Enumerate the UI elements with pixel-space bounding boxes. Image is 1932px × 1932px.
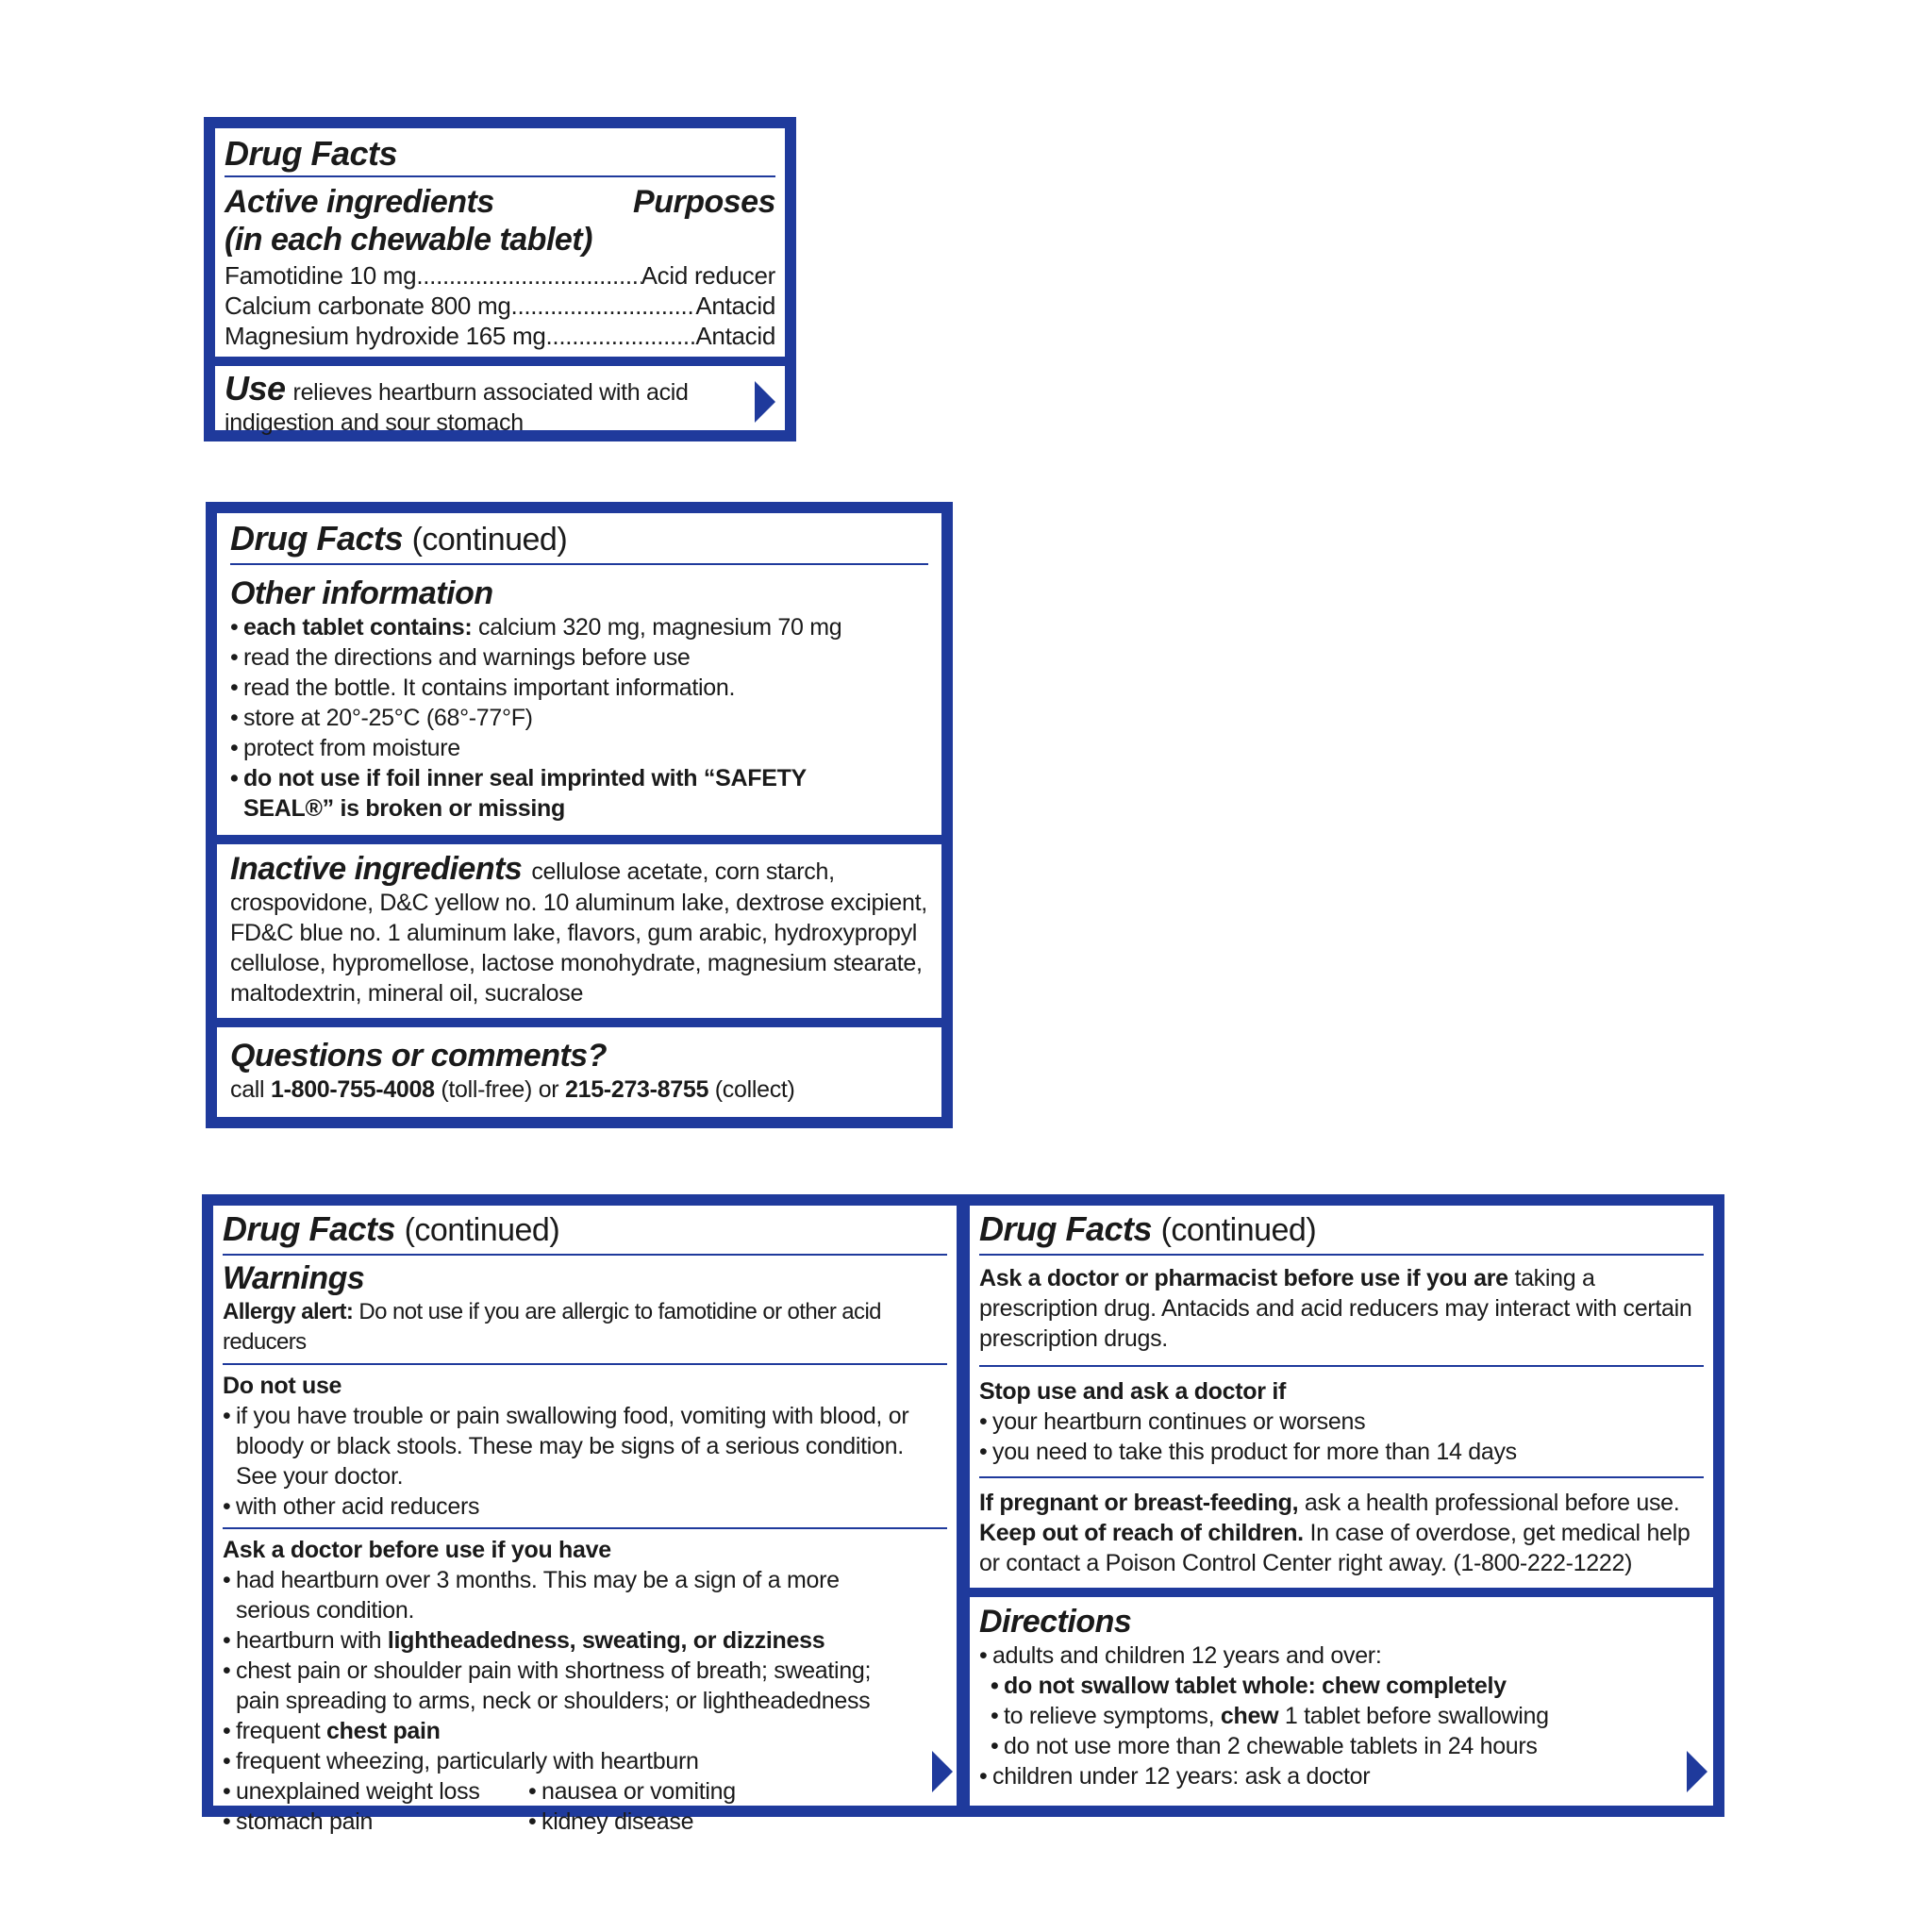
continued-text: (continued) <box>411 522 568 558</box>
list-item <box>223 1625 947 1656</box>
item-text: 1 tablet before swallowing <box>1284 1703 1549 1729</box>
item-text: ask a health professional before use. <box>1304 1490 1680 1516</box>
list-item: • nausea or vomiting <box>528 1776 736 1807</box>
directions-section <box>970 1597 1713 1791</box>
toll-free-text: (toll-free) or <box>441 1076 559 1103</box>
other-information-section <box>217 513 941 827</box>
divider <box>979 1254 1704 1256</box>
title-text: Drug Facts <box>979 1209 1153 1248</box>
collect-text: (collect) <box>714 1076 795 1103</box>
drug-facts-title <box>979 1209 1704 1250</box>
list-item: • do not use more than 2 chewable tablets in 24 hours <box>991 1731 1704 1761</box>
bold-text: chest pain <box>326 1718 441 1744</box>
leader-dots <box>546 321 696 351</box>
drug-facts-panel-2 <box>206 502 953 1128</box>
drug-facts-title <box>230 519 928 559</box>
divider <box>230 563 928 565</box>
divider <box>223 1527 947 1529</box>
use-text: relieves heartburn associated with acid indigestion and sour stomach <box>225 379 689 436</box>
interactions-section <box>970 1206 1713 1578</box>
purposes-heading: Purposes <box>633 184 775 220</box>
warnings-section <box>213 1206 957 1837</box>
list-item: • your heartburn continues or worsens <box>979 1407 1704 1437</box>
list-item: • read the directions and warnings before use <box>230 642 928 673</box>
keep-out-text <box>979 1518 1704 1578</box>
stop-use-heading: Stop use and ask a doctor if <box>979 1378 1286 1405</box>
leader-dots <box>511 291 696 321</box>
active-ingredients-heading: Active ingredients <box>225 184 494 220</box>
inactive-ingredients-heading: Inactive ingredients <box>230 851 523 887</box>
divider <box>223 1254 947 1256</box>
list-item <box>223 1716 947 1746</box>
list-item: • store at 20°-25°C (68°-77°F) <box>230 703 928 733</box>
questions-heading: Questions or comments? <box>230 1038 607 1074</box>
title-text: Drug Facts <box>230 519 404 558</box>
list-item: • with other acid reducers <box>223 1491 947 1522</box>
list-item <box>230 612 928 642</box>
item-text: to relieve symptoms, <box>1004 1703 1215 1729</box>
bold-text: Ask a doctor or pharmacist before use if you are <box>979 1265 1508 1291</box>
divider <box>225 175 775 177</box>
list-item: • adults and children 12 years and over: <box>979 1641 1704 1671</box>
drug-facts-panel-1 <box>204 117 796 441</box>
bold-text: chew <box>1220 1703 1279 1729</box>
drug-facts-title: Drug Facts <box>225 134 398 173</box>
item-text: taking a prescription drug. Antacids and acid reducers may interact with certain prescription drugs. <box>979 1265 1692 1352</box>
phone-collect: 215-273-8755 <box>565 1076 709 1103</box>
active-ingredients-subheading: (in each chewable tablet) <box>225 222 592 258</box>
ask-doctor-heading: Ask a doctor before use if you have <box>223 1537 611 1563</box>
item-text: heartburn with <box>236 1627 382 1654</box>
continued-text: (continued) <box>404 1212 560 1248</box>
list-item: • do not use if foil inner seal imprinted with “SAFETY SEAL®” is broken or missing <box>230 763 928 824</box>
list-item: • kidney disease <box>528 1807 693 1837</box>
ask-pharmacist-text <box>979 1263 1704 1354</box>
list-item: • protect from moisture <box>230 733 928 763</box>
ingredient-row <box>225 321 775 351</box>
ingredient-row <box>225 291 775 321</box>
list-item: • chest pain or shoulder pain with shortness of breath; sweating; pain spreading to arms, neck or shoulders; or lightheadedness <box>223 1656 947 1716</box>
ingredient-purpose: Antacid <box>695 291 775 320</box>
other-information-heading: Other information <box>230 575 493 611</box>
ingredient-name: Calcium carbonate 800 mg <box>225 291 511 320</box>
bold-text: If pregnant or breast-feeding, <box>979 1490 1299 1516</box>
use-section <box>215 366 785 438</box>
divider <box>979 1365 1704 1367</box>
list-item: • children under 12 years: ask a doctor <box>979 1761 1704 1791</box>
list-item: • unexplained weight loss <box>223 1776 528 1807</box>
directions-heading: Directions <box>979 1604 1132 1640</box>
bold-text: Allergy alert: <box>223 1299 354 1324</box>
inactive-ingredients-text: cellulose acetate, corn starch, crospovidone, D&C yellow no. 10 aluminum lake, dextrose excipient, FD&C blue no. 1 aluminum lake, flavors, gum arabic, hydroxypropyl cellulose, hypromellose, lactose monohydrate, magnesium stearate, maltodextrin, mineral oil, sucralose <box>230 858 927 1007</box>
continue-arrow-icon <box>1687 1751 1707 1792</box>
divider <box>979 1476 1704 1478</box>
ingredient-row <box>225 260 775 291</box>
pregnant-text <box>979 1488 1704 1518</box>
section-divider <box>217 1018 941 1027</box>
call-text: call <box>230 1076 265 1103</box>
continue-arrow-icon <box>932 1751 953 1792</box>
two-column-row <box>223 1776 947 1807</box>
list-item: • you need to take this product for more than 14 days <box>979 1437 1704 1467</box>
list-item: • frequent wheezing, particularly with heartburn <box>223 1746 947 1776</box>
section-divider <box>215 357 785 366</box>
section-divider <box>217 835 941 844</box>
drug-facts-panel-4 <box>958 1194 1724 1817</box>
use-heading: Use <box>225 369 286 408</box>
questions-section <box>217 1027 941 1108</box>
ingredient-name: Famotidine 10 mg <box>225 261 417 290</box>
phone-toll-free: 1-800-755-4008 <box>270 1076 435 1103</box>
item-text: In case of overdose, get medical help or contact a Poison Control Center right away. (1-800-222-1222) <box>979 1520 1690 1576</box>
allergy-text: Do not use if you are allergic to famotidine or other acid reducers <box>223 1299 881 1355</box>
ingredient-purpose: Acid reducer <box>641 261 775 290</box>
list-item: • read the bottle. It contains important information. <box>230 673 928 703</box>
list-item <box>991 1701 1704 1731</box>
leader-dots <box>416 260 641 291</box>
inactive-ingredients-section <box>217 844 941 1014</box>
active-ingredients-section <box>215 128 785 353</box>
list-item: • if you have trouble or pain swallowing food, vomiting with blood, or bloody or black stools. These may be signs of a serious condition. See your doctor. <box>223 1401 947 1491</box>
drug-facts-panel-3 <box>202 1194 968 1835</box>
allergy-alert <box>223 1297 947 1357</box>
ingredient-purpose: Antacid <box>695 322 775 350</box>
two-column-row <box>223 1807 947 1837</box>
continued-text: (continued) <box>1160 1212 1317 1248</box>
item-text: frequent <box>236 1718 321 1744</box>
divider <box>223 1363 947 1365</box>
do-not-use-heading: Do not use <box>223 1373 342 1399</box>
item-text: calcium 320 mg, magnesium 70 mg <box>478 614 842 641</box>
title-text: Drug Facts <box>223 1209 396 1248</box>
list-item: • stomach pain <box>223 1807 528 1837</box>
warnings-heading: Warnings <box>223 1260 365 1296</box>
bold-text: Keep out of reach of children. <box>979 1520 1304 1546</box>
ingredient-name: Magnesium hydroxide 165 mg <box>225 322 546 350</box>
bold-text: lightheadedness, sweating, or dizziness <box>387 1627 825 1654</box>
bold-text: each tablet contains: <box>243 614 473 641</box>
list-item: • had heartburn over 3 months. This may be a sign of a more serious condition. <box>223 1565 947 1625</box>
continue-arrow-icon <box>755 381 775 423</box>
drug-facts-title <box>223 1209 947 1250</box>
section-divider <box>970 1588 1713 1597</box>
list-item: • do not swallow tablet whole: chew completely <box>991 1671 1704 1701</box>
